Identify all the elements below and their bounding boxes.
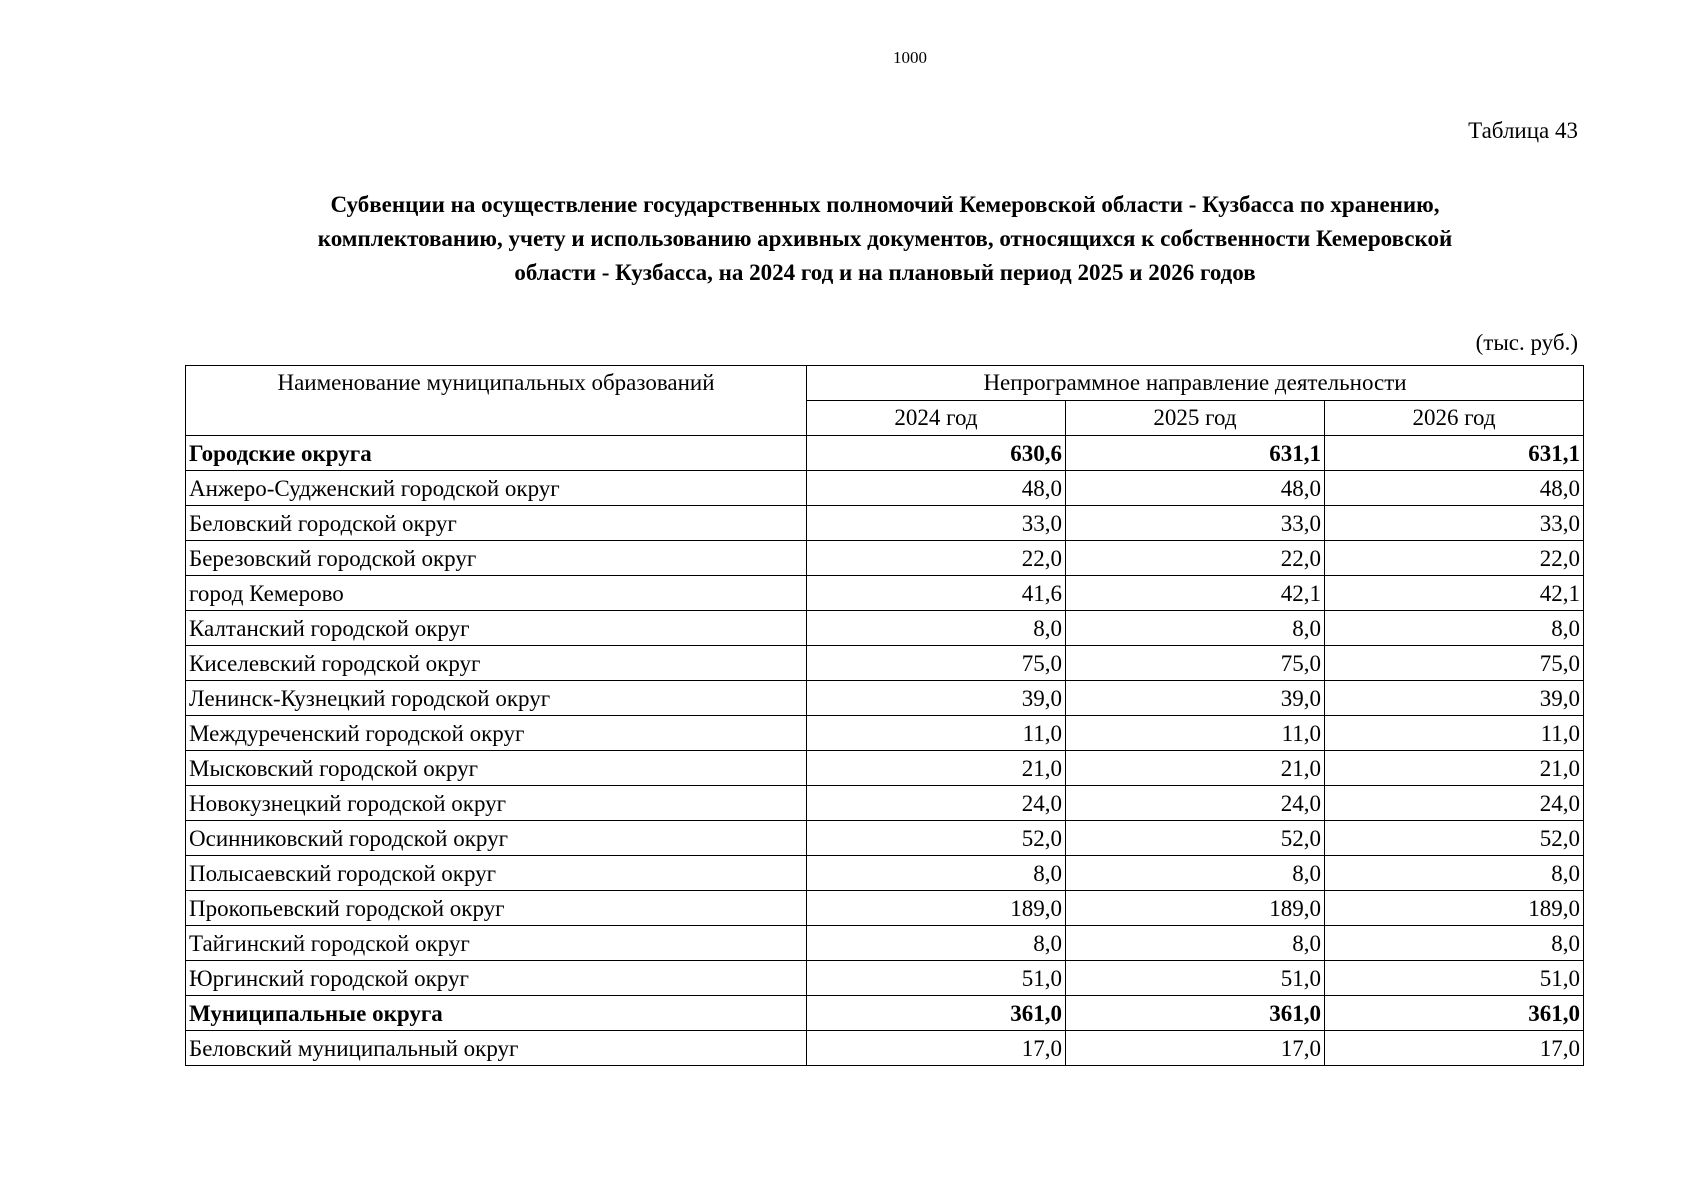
row-value-2025: 39,0 xyxy=(1066,681,1325,716)
row-value-2026: 8,0 xyxy=(1325,926,1584,961)
row-name: Киселевский городской округ xyxy=(186,646,807,681)
row-name: город Кемерово xyxy=(186,576,807,611)
row-value-2026: 39,0 xyxy=(1325,681,1584,716)
table-label: Таблица 43 xyxy=(1468,118,1578,143)
units-label: (тыс. руб.) xyxy=(1475,330,1578,355)
row-value-2026: 631,1 xyxy=(1325,436,1584,471)
row-value-2026: 51,0 xyxy=(1325,961,1584,996)
row-value-2025: 51,0 xyxy=(1066,961,1325,996)
row-value-2024: 24,0 xyxy=(807,786,1066,821)
row-name: Беловский городской округ xyxy=(186,506,807,541)
title-line: Субвенции на осуществление государственных полномочий Кемеровской области - Кузбасса по хранению, xyxy=(330,192,1440,217)
page-number: 1000 xyxy=(893,48,927,67)
row-name: Анжеро-Судженский городской округ xyxy=(186,471,807,506)
row-name: Тайгинский городской округ xyxy=(186,926,807,961)
header-row xyxy=(186,366,1584,401)
subsidy-table xyxy=(185,365,1584,1066)
row-value-2025: 22,0 xyxy=(1066,541,1325,576)
table-group-row xyxy=(186,996,1584,1031)
table-row xyxy=(186,681,1584,716)
header-direction: Непрограммное направление деятельности xyxy=(807,366,1584,401)
row-value-2025: 48,0 xyxy=(1066,471,1325,506)
row-value-2024: 8,0 xyxy=(807,926,1066,961)
table-row xyxy=(186,926,1584,961)
row-value-2025: 52,0 xyxy=(1066,821,1325,856)
row-value-2026: 361,0 xyxy=(1325,996,1584,1031)
row-value-2024: 75,0 xyxy=(807,646,1066,681)
row-name: Юргинский городской округ xyxy=(186,961,807,996)
row-name: Калтанский городской округ xyxy=(186,611,807,646)
title-line: области - Кузбасса, на 2024 год и на плановый период 2025 и 2026 годов xyxy=(514,260,1256,285)
row-value-2024: 51,0 xyxy=(807,961,1066,996)
row-value-2025: 11,0 xyxy=(1066,716,1325,751)
document-title xyxy=(185,188,1585,290)
row-value-2024: 8,0 xyxy=(807,611,1066,646)
table-row xyxy=(186,856,1584,891)
table-row xyxy=(186,891,1584,926)
row-value-2024: 41,6 xyxy=(807,576,1066,611)
row-value-2026: 21,0 xyxy=(1325,751,1584,786)
table-row xyxy=(186,646,1584,681)
row-value-2024: 39,0 xyxy=(807,681,1066,716)
row-value-2024: 22,0 xyxy=(807,541,1066,576)
header-year-2024: 2024 год xyxy=(807,401,1066,436)
table-row xyxy=(186,506,1584,541)
row-value-2026: 48,0 xyxy=(1325,471,1584,506)
row-value-2026: 8,0 xyxy=(1325,856,1584,891)
table-row xyxy=(186,821,1584,856)
row-name: Прокопьевский городской округ xyxy=(186,891,807,926)
row-name: Городские округа xyxy=(186,436,807,471)
row-value-2026: 22,0 xyxy=(1325,541,1584,576)
table-row xyxy=(186,751,1584,786)
row-value-2025: 75,0 xyxy=(1066,646,1325,681)
table-row xyxy=(186,576,1584,611)
title-line: комплектованию, учету и использованию архивных документов, относящихся к собственности Кемеровской xyxy=(317,226,1453,251)
row-value-2026: 75,0 xyxy=(1325,646,1584,681)
header-year-2025: 2025 год xyxy=(1066,401,1325,436)
row-value-2024: 48,0 xyxy=(807,471,1066,506)
row-value-2024: 17,0 xyxy=(807,1031,1066,1066)
row-name: Полысаевский городской округ xyxy=(186,856,807,891)
row-value-2026: 189,0 xyxy=(1325,891,1584,926)
row-name: Березовский городской округ xyxy=(186,541,807,576)
table-row xyxy=(186,541,1584,576)
row-value-2024: 361,0 xyxy=(807,996,1066,1031)
row-value-2025: 361,0 xyxy=(1066,996,1325,1031)
row-value-2025: 21,0 xyxy=(1066,751,1325,786)
row-value-2026: 17,0 xyxy=(1325,1031,1584,1066)
row-value-2025: 631,1 xyxy=(1066,436,1325,471)
row-value-2025: 189,0 xyxy=(1066,891,1325,926)
table-row xyxy=(186,1031,1584,1066)
row-name: Новокузнецкий городской округ xyxy=(186,786,807,821)
table-group-row xyxy=(186,436,1584,471)
row-value-2026: 42,1 xyxy=(1325,576,1584,611)
row-value-2025: 17,0 xyxy=(1066,1031,1325,1066)
table-row xyxy=(186,786,1584,821)
table-row xyxy=(186,716,1584,751)
row-value-2026: 33,0 xyxy=(1325,506,1584,541)
row-value-2026: 11,0 xyxy=(1325,716,1584,751)
row-value-2024: 52,0 xyxy=(807,821,1066,856)
row-value-2026: 24,0 xyxy=(1325,786,1584,821)
row-name: Осинниковский городской округ xyxy=(186,821,807,856)
table-row xyxy=(186,611,1584,646)
row-value-2025: 8,0 xyxy=(1066,926,1325,961)
row-name: Беловский муниципальный округ xyxy=(186,1031,807,1066)
row-value-2025: 24,0 xyxy=(1066,786,1325,821)
row-value-2024: 21,0 xyxy=(807,751,1066,786)
row-value-2024: 189,0 xyxy=(807,891,1066,926)
row-value-2025: 42,1 xyxy=(1066,576,1325,611)
row-name: Междуреченский городской округ xyxy=(186,716,807,751)
header-municipality: Наименование муниципальных образований xyxy=(186,366,807,436)
row-value-2024: 630,6 xyxy=(807,436,1066,471)
table-row xyxy=(186,471,1584,506)
row-value-2024: 8,0 xyxy=(807,856,1066,891)
header-year-2026: 2026 год xyxy=(1325,401,1584,436)
row-value-2025: 33,0 xyxy=(1066,506,1325,541)
row-value-2024: 11,0 xyxy=(807,716,1066,751)
row-value-2024: 33,0 xyxy=(807,506,1066,541)
row-value-2025: 8,0 xyxy=(1066,856,1325,891)
row-value-2026: 8,0 xyxy=(1325,611,1584,646)
row-name: Ленинск-Кузнецкий городской округ xyxy=(186,681,807,716)
row-name: Мысковский городской округ xyxy=(186,751,807,786)
row-name: Муниципальные округа xyxy=(186,996,807,1031)
table-row xyxy=(186,961,1584,996)
table-body xyxy=(186,436,1584,1066)
row-value-2026: 52,0 xyxy=(1325,821,1584,856)
row-value-2025: 8,0 xyxy=(1066,611,1325,646)
